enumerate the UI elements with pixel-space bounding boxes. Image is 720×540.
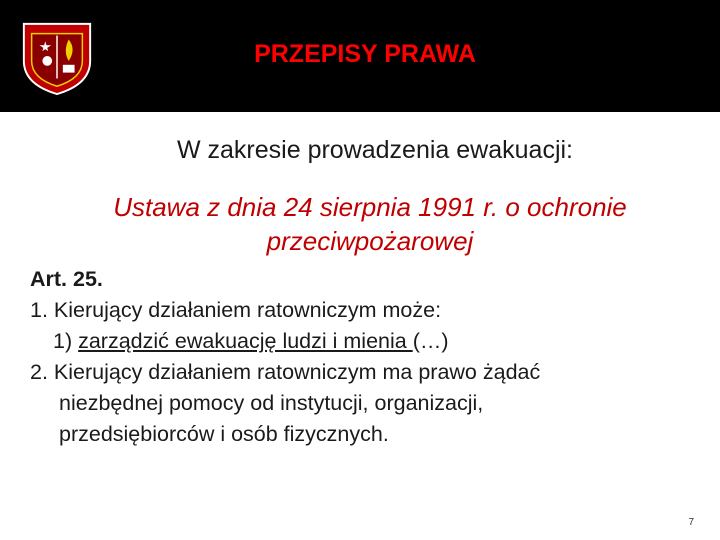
point-1: 1. Kierujący działaniem ratowniczym może: xyxy=(30,298,442,322)
point-1-subitem-number: 1) xyxy=(53,329,79,353)
point-1-subitem xyxy=(30,326,700,357)
point-1-subitem-ellipsis: (…) xyxy=(412,329,449,353)
page-number: 7 xyxy=(688,517,694,528)
act-title: Ustawa z dnia 24 sierpnia 1991 r. o ochronie przeciwpożarowej xyxy=(113,192,627,256)
intro-text: W zakresie prowadzenia ewakuacji: xyxy=(176,136,573,164)
slide-content xyxy=(0,112,720,540)
point-2-line-3: przedsiębiorców i osób fizycznych. xyxy=(59,422,389,446)
point-2-line-2: niezbędnej pomocy od instytucji, organizacji, xyxy=(59,391,484,415)
page-title: PRZEPISY PRAWA xyxy=(254,40,476,68)
header-bar xyxy=(0,0,720,112)
article-body xyxy=(30,264,700,450)
point-2-line-1: 2. Kierujący działaniem ratowniczym ma prawo żądać xyxy=(30,360,541,384)
point-1-subitem-underlined: zarządzić ewakuację ludzi i mienia xyxy=(78,329,413,353)
article-heading: Art. 25. xyxy=(30,267,103,291)
